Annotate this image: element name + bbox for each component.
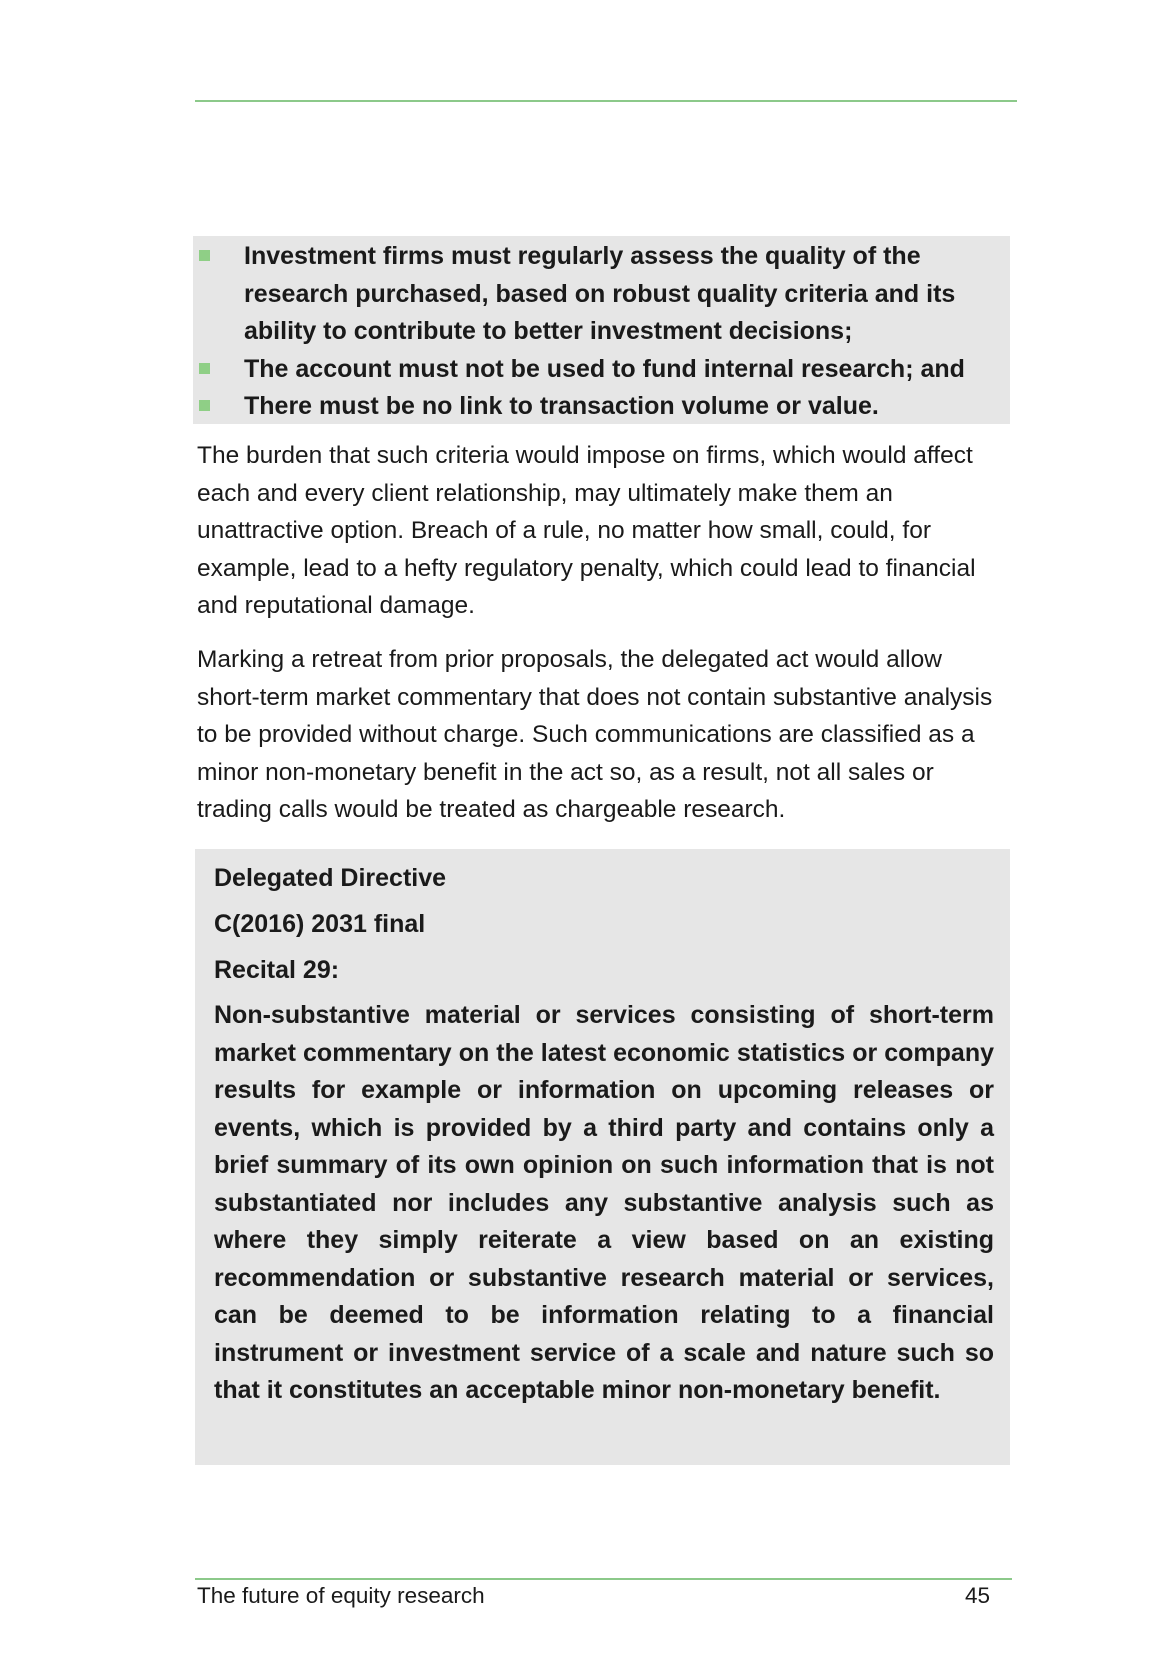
body-paragraph: Marking a retreat from prior proposals, the delegated act would allow short-term market commentary that does not contain substantive analysis to be provided without charge. Such communications are classified as a minor non-monetary benefit in the act so, as a result, not all sales or trading calls would be treated as chargeable research.	[197, 646, 993, 823]
bullet-text: The account must not be used to fund internal research; and	[244, 354, 965, 383]
page-number: 45	[964, 1583, 990, 1608]
quote-box	[195, 849, 1010, 1465]
bullet-text: Investment firms must regularly assess the quality of the research purchased, based on robust quality criteria and its ability to contribute to better investment decisions;	[244, 242, 956, 345]
quote-recital: Recital 29:	[214, 956, 340, 984]
list-item	[193, 351, 1010, 389]
square-bullet-icon	[199, 250, 210, 261]
square-bullet-icon	[199, 400, 210, 411]
body-paragraph: The burden that such criteria would impose on firms, which would affect each and every client relationship, may ultimately make them an unattractive option. Breach of a rule, no matter how small, could, for example, lead to a hefty regulatory penalty, which could lead to financial and reputational damage.	[197, 442, 976, 619]
footer-rule	[195, 1578, 1012, 1580]
bullet-box	[193, 236, 1010, 424]
quote-reference: C(2016) 2031 final	[214, 910, 426, 938]
square-bullet-icon	[199, 363, 210, 374]
bullet-text: There must be no link to transaction volume or value.	[244, 392, 879, 420]
list-item	[193, 388, 1010, 426]
quote-title: Delegated Directive	[214, 864, 447, 892]
quote-body: Non-substantive material or services consisting of short-term market commentary on the latest economic statistics or company results for example or information on upcoming releases or events, which is provided by a third party and contains only a brief summary of its own opinion on such information that is not substantiated nor includes any substantive analysis such as where they simply reiterate a view based on an existing recommendation or substantive research material or services, can be deemed to be information relating to a financial instrument or investment service of a scale and nature such so that it constitutes an acceptable minor non-monetary benefit.	[214, 1001, 994, 1404]
header-rule	[195, 100, 1017, 102]
footer-title: The future of equity research	[197, 1583, 485, 1608]
list-item	[193, 238, 1010, 351]
bullet-list	[193, 238, 1010, 426]
